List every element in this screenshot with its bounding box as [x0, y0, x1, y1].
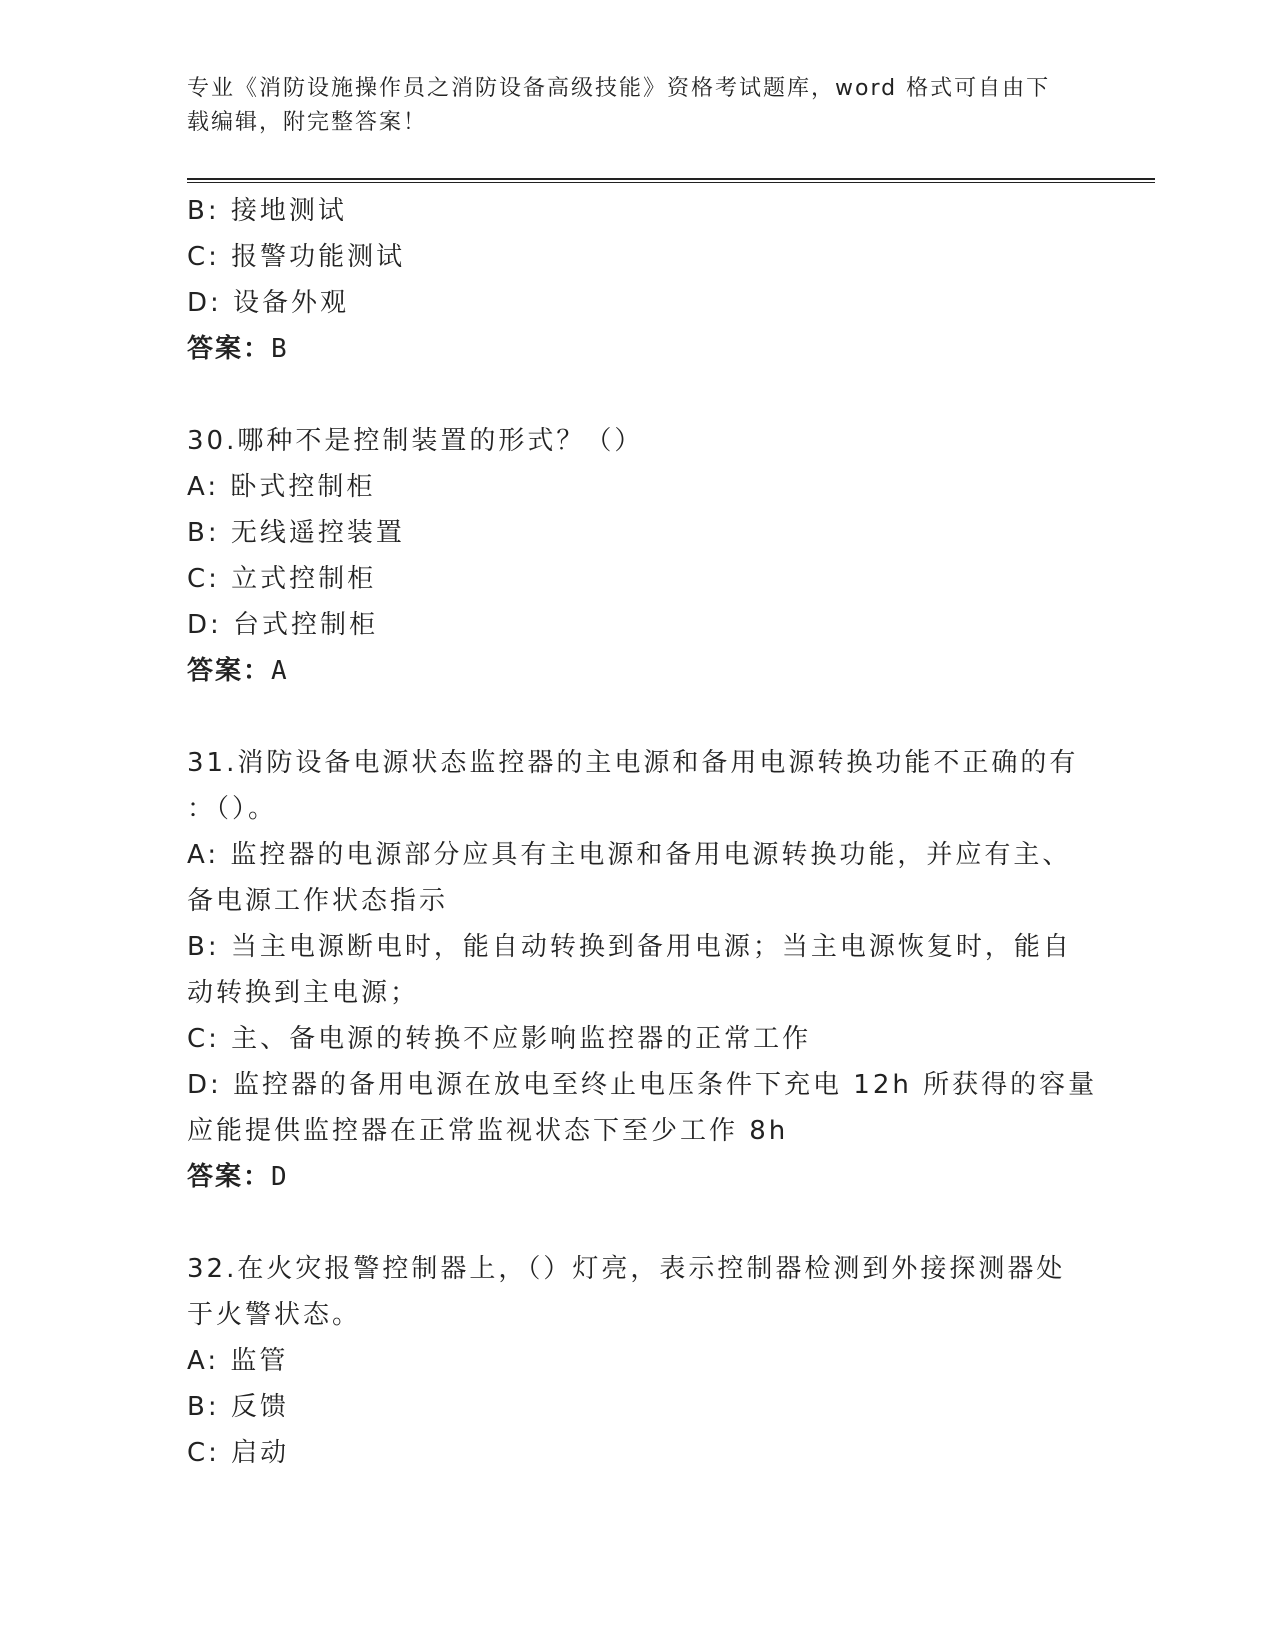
option-d-line-2: 应能提供监控器在正常监视状态下至少工作 8h	[187, 1116, 789, 1146]
question-stem-line-1: 31.消防设备电源状态监控器的主电源和备用电源转换功能不正确的有	[187, 748, 1079, 778]
header-divider	[187, 178, 1155, 183]
question-30	[187, 418, 1087, 694]
page-header	[187, 72, 1087, 140]
option-c: C: 立式控制柜	[187, 564, 377, 594]
option-b: B: 接地测试	[187, 196, 347, 226]
option-a: A: 监管	[187, 1346, 289, 1376]
answer-label: 答案：	[187, 1162, 272, 1192]
option-c: C: 报警功能测试	[187, 242, 406, 272]
question-stem: 30.哪种不是控制装置的形式？（）	[187, 426, 644, 456]
option-d-line-1: D: 监控器的备用电源在放电至终止电压条件下充电 12h 所获得的容量	[187, 1070, 1098, 1100]
answer-value: B	[271, 334, 290, 364]
answer-value: A	[271, 656, 290, 686]
question-31	[187, 740, 1098, 1200]
question-29	[187, 188, 1087, 372]
answer-label: 答案：	[187, 334, 272, 364]
option-c: C: 启动	[187, 1438, 290, 1468]
question-stem-line-2: ：（）。	[187, 794, 278, 824]
header-line-2: 载编辑，附完整答案！	[187, 110, 428, 135]
option-c: C: 主、备电源的转换不应影响监控器的正常工作	[187, 1024, 812, 1054]
answer-value: D	[271, 1162, 290, 1192]
question-content	[187, 188, 1098, 1476]
header-line-1: 专业《消防设施操作员之消防设备高级技能》资格考试题库，word 格式可自由下	[187, 76, 1051, 101]
option-b-line-2: 动转换到主电源；	[187, 978, 420, 1008]
question-stem-line-2: 于火警状态。	[187, 1300, 362, 1330]
option-b-line-1: B: 当主电源断电时，能自动转换到备用电源；当主电源恢复时，能自	[187, 932, 1072, 962]
answer	[187, 326, 1087, 372]
question-32	[187, 1246, 1087, 1476]
question-stem-line-1: 32.在火灾报警控制器上，（）灯亮，表示控制器检测到外接探测器处	[187, 1254, 1066, 1284]
option-a: A: 卧式控制柜	[187, 472, 376, 502]
option-d: D: 台式控制柜	[187, 610, 379, 640]
answer	[187, 1154, 1087, 1200]
option-b: B: 无线遥控装置	[187, 518, 405, 548]
option-d: D: 设备外观	[187, 288, 350, 318]
option-b: B: 反馈	[187, 1392, 289, 1422]
option-a-line-2: 备电源工作状态指示	[187, 886, 449, 916]
answer	[187, 648, 1087, 694]
option-a-line-1: A: 监控器的电源部分应具有主电源和备用电源转换功能，并应有主、	[187, 840, 1072, 870]
answer-label: 答案：	[187, 656, 272, 686]
